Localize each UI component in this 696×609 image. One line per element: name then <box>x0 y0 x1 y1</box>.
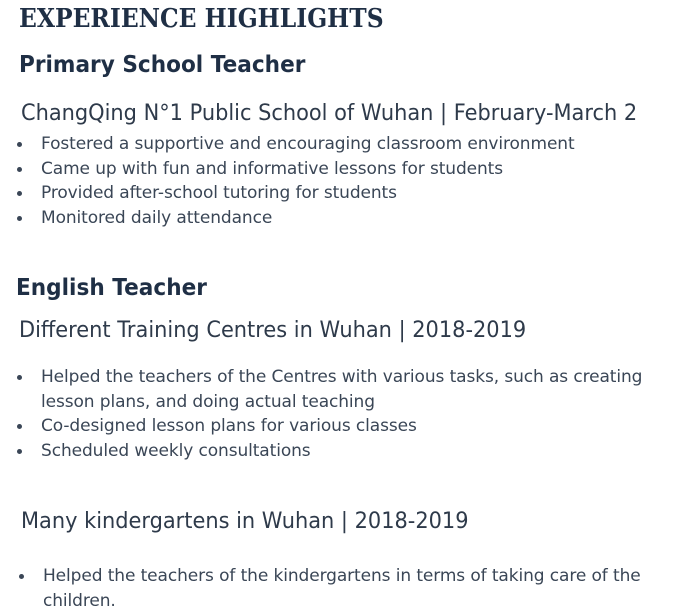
list-item: Co-designed lesson plans for various classes <box>17 414 657 439</box>
job-subtitle-kindergartens: Many kindergartens in Wuhan | 2018-2019 <box>21 509 469 534</box>
job-title-primary-school-teacher: Primary School Teacher <box>19 52 306 78</box>
section-heading: EXPERIENCE HIGHLIGHTS <box>19 4 384 34</box>
list-item: Helped the teachers of the Centres with various tasks, such as creating lesson plans, and doing actual teaching <box>17 365 657 414</box>
list-item: Helped the teachers of the kindergartens in terms of taking care of the children. <box>19 564 659 609</box>
list-item: Scheduled weekly consultations <box>17 439 657 464</box>
bullet-list-english-teacher <box>17 365 657 463</box>
list-item: Came up with fun and informative lessons for students <box>17 157 657 182</box>
job-subtitle-changqing: ChangQing N°1 Public School of Wuhan | February-March 2 <box>21 101 638 126</box>
bullet-list-kindergartens <box>19 564 659 609</box>
list-item: Provided after-school tutoring for students <box>17 181 657 206</box>
list-item: Monitored daily attendance <box>17 206 657 231</box>
list-item: Fostered a supportive and encouraging classroom environment <box>17 132 657 157</box>
job-subtitle-training-centres: Different Training Centres in Wuhan | 2018-2019 <box>19 318 527 343</box>
bullet-list-primary-school-teacher <box>17 132 657 230</box>
job-title-english-teacher: English Teacher <box>16 275 207 301</box>
